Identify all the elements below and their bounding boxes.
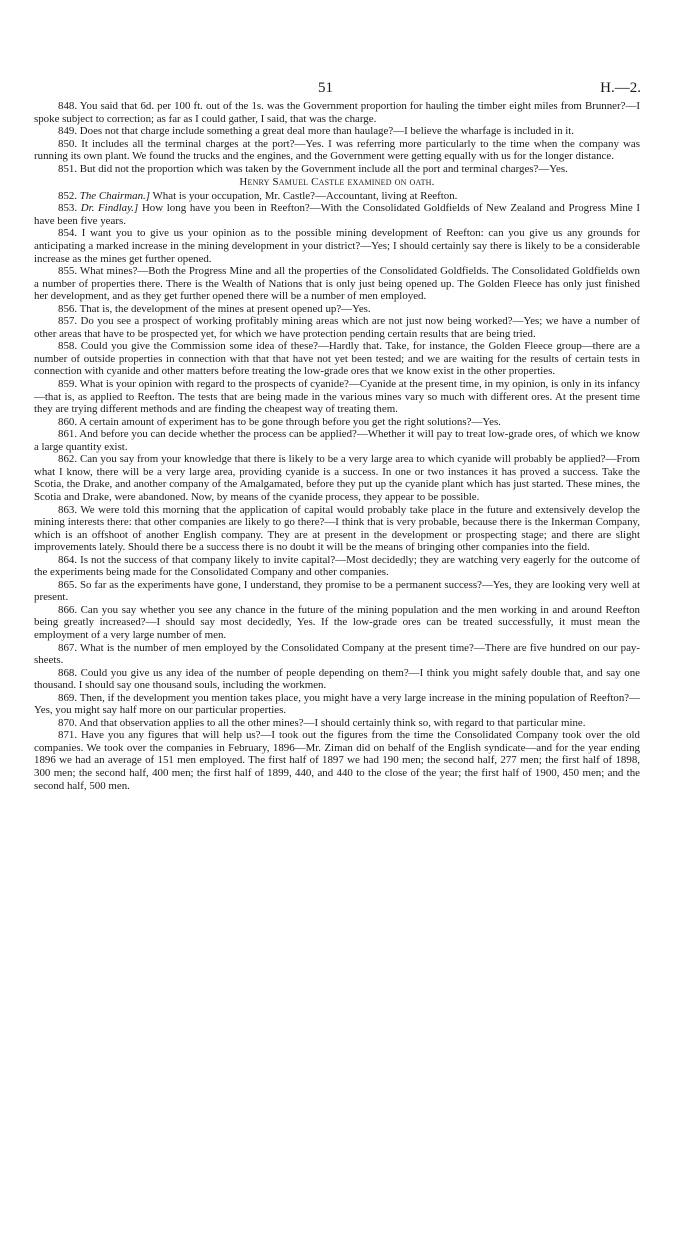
paragraph-862: 862. Can you say from your knowledge that there is likely to be a very large area to which cyanide will probably be applied?—From what I know, there will be a very large area, providing cyanide is a success. In one or two instances it has proved a success. Take the Scotia, the Drake, and another company of the Amalgamated, before they put up the cyanide plant which has just started. These mines, the Scotia and Drake, were abandoned. Now, by means of the cyanide process, they appear to be possible. <box>34 453 640 503</box>
paragraph-866: 866. Can you say whether you see any chance in the future of the mining population and the men working in and around Reefton being greatly increased?—I should say most decidedly, Yes. If the low-grade ores can be treated successfully, it must mean the employment of a very large number of men. <box>34 603 640 641</box>
paragraph-855: 855. What mines?—Both the Progress Mine and all the properties of the Consolidated Goldfields. The Consolidated Goldfields own a number of properties there. There is the Wealth of Nations that is only just being opened up. The Golden Fleece has only just finished her development, and as they get further opened there will be a number of men employed. <box>34 265 640 303</box>
body-text <box>34 100 640 792</box>
paragraph-863: 863. We were told this morning that the application of capital would probably take place in the future and extensively develop the mining interests there: that other companies are likely to go there?—I think that is very probable, because there is the Inkerman Company, which is an offshoot of another English company. They are at present in the development or prospecting stage; and there are slight improvements lately. Should there be a success there is no doubt it will be the means of bringing other companies into the field. <box>34 503 640 554</box>
question-number: 853. <box>58 202 78 215</box>
paragraph-865: 865. So far as the experiments have gone, I understand, they promise to be a permanent success?—Yes, they are looking very well at present. <box>34 578 640 604</box>
paragraph-859: 859. What is your opinion with regard to the prospects of cyanide?—Cyanide at the present time, in my opinion, is only in its infancy—that is, as applied to Reefton. The tests that are being made in the various mines vary so much with different ores. At the present time they are trying different methods and are finding the cheapest way of treating them. <box>34 378 640 416</box>
question-number: 852. <box>58 189 78 202</box>
paragraph-849: 849. Does not that charge include something a great deal more than haulage?—I believe the wharfage is included in it. <box>58 125 575 138</box>
paragraph-867: 867. What is the number of men employed by the Consolidated Company at the present time?—There are five hundred on our pay-sheets. <box>34 641 640 667</box>
paragraph-853 <box>34 202 640 227</box>
question-text: What is your occupation, Mr. Castle?—Accountant, living at Reefton. <box>152 189 458 202</box>
question-text: How long have you been in Reefton?—With the Consolidated Goldfields of New Zealand and Progress Mine I have been five years. <box>34 202 640 227</box>
speaker-label: Dr. Findlay.] <box>80 202 139 215</box>
paragraph-850: 850. It includes all the terminal charges at the port?—Yes. I was referring more particularly to the time when the company was running its own plant. We found the trucks and the engines, and the Government were getting equally with us for the longer distance. <box>34 137 640 163</box>
paragraph-871: 871. Have you any figures that will help us?—I took out the figures from the time the Consolidated Company took over the old companies. We took over the companies in February, 1896—Mr. Ziman did on behalf of the English syndicate—and for the year ending 1896 we had an average of 151 men employed. The first half of 1897 we had 190 men; the second half, 277 men; the first half of 1898, 300 men; the second half, 400 men; the first half of 1899, 440, and 440 to the close of the year; the first half of 1900, 450 men; and the second half, 500 men. <box>34 729 640 792</box>
paragraph-860: 860. A certain amount of experiment has to be gone through before you get the right solutions?—Yes. <box>58 415 501 428</box>
paragraph-857: 857. Do you see a prospect of working profitably mining areas which are not just now being worked?—Yes; we have a number of other areas that have to be prospected yet, for which we have protection pending certain results that are being tried. <box>34 315 640 340</box>
page-header <box>0 80 700 98</box>
document-reference: H.—2. <box>600 80 641 96</box>
paragraph-858: 858. Could you give the Commission some idea of these?—Hardly that. Take, for instance, the Golden Fleece group—there are a number of outside properties in connection with that that have not yet been tested; and we are waiting for the results of certain tests in connection with cyanide and other matters before treating the low-grade ores that we know exist in the other properties. <box>34 340 640 378</box>
paragraph-869: 869. Then, if the development you mention takes place, you might have a very large increase in the mining population of Reefton?—Yes, you might say half more on our particular properties. <box>34 691 640 717</box>
paragraph-868: 868. Could you give us any idea of the number of people depending on them?—I think you might safely double that, and say one thousand. I should say one thousand souls, including the workmen. <box>34 666 640 692</box>
paragraph-864: 864. Is not the success of that company likely to invite capital?—Most decidedly; they are watching very eagerly for the outcome of the experiments being made for the Consolidated Company and other companies. <box>34 553 640 579</box>
paragraph-870: 870. And that observation applies to all the other mines?—I should certainly think so, with regard to that particular mine. <box>58 716 586 729</box>
paragraph-851: 851. But did not the proportion which was taken by the Government include all the port and terminal charges?—Yes. <box>58 162 568 175</box>
paragraph-848: 848. You said that 6d. per 100 ft. out of the 1s. was the Government proportion for hauling the timber eight miles from Brunner?—I spoke subject to correction; as far as I could gather, I said, that was the charge. <box>34 100 640 125</box>
paragraph-861: 861. And before you can decide whether the process can be applied?—Whether it will pay to treat low-grade ores, of which we know a large quantity exist. <box>34 428 640 453</box>
speaker-label: The Chairman.] <box>79 189 150 202</box>
witness-heading: Henry Samuel Castle examined on oath. <box>239 176 435 189</box>
paragraph-856: 856. That is, the development of the mines at present opened up?—Yes. <box>58 302 371 315</box>
page-number: 51 <box>318 80 333 96</box>
paragraph-852 <box>34 190 640 203</box>
paragraph-854: 854. I want you to give us your opinion as to the possible mining development of Reefton: can you give us any grounds for anticipating a marked increase in the mining development in your district?—Yes; I should certainly say there is likely to be a considerable increase as the mines get further opened. <box>34 227 640 265</box>
